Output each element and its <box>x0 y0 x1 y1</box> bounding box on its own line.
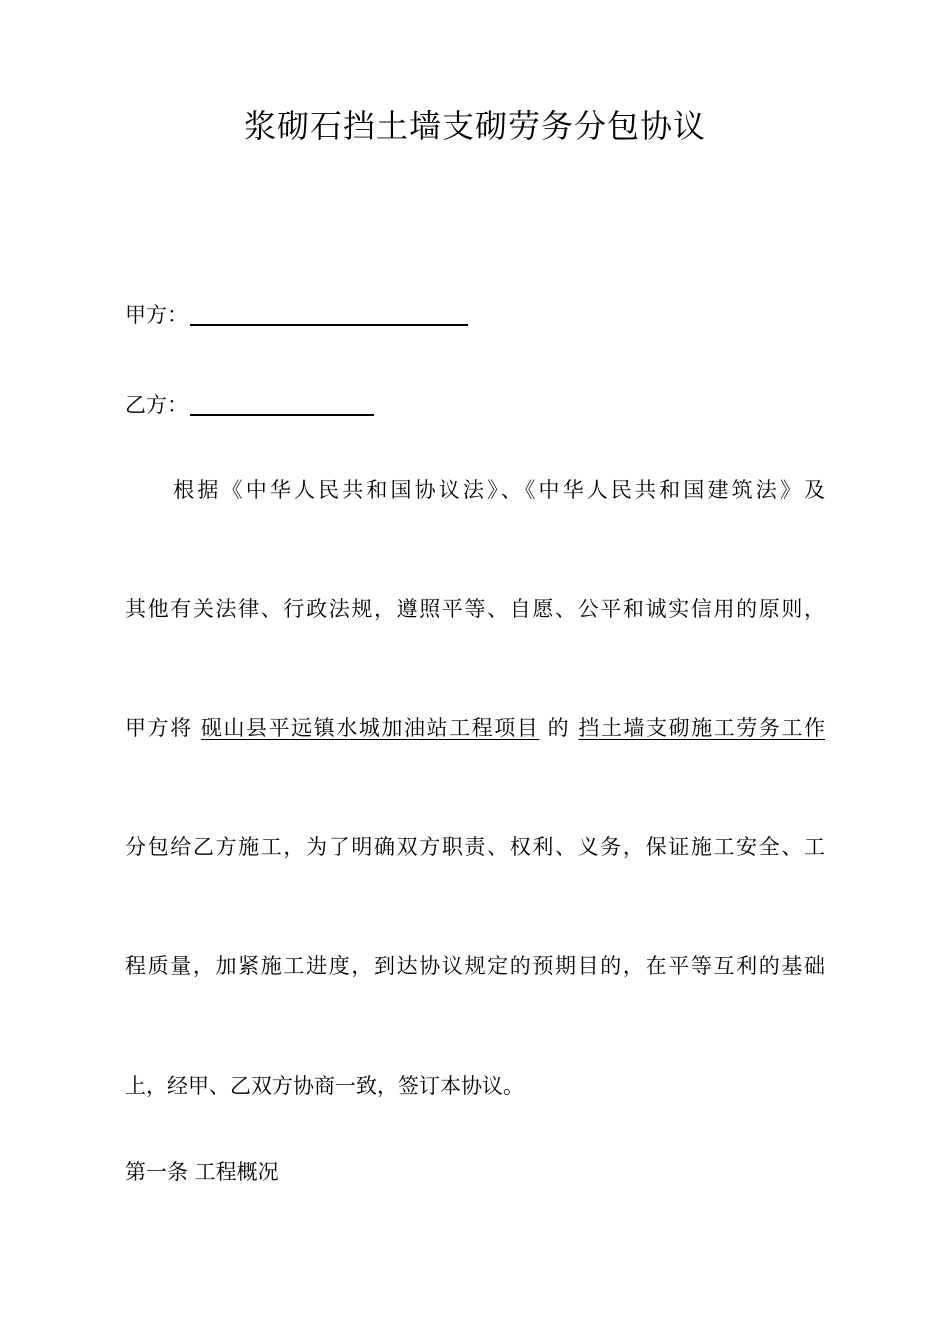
paragraph-line-3 <box>125 713 825 743</box>
document-title: 浆砌石挡土墙支砌劳务分包协议 <box>243 107 706 145</box>
line3-middle: 的 <box>539 716 579 740</box>
paragraph-line-4: 分包给乙方施工，为了明确双方职责、权利、义务，保证施工安全、工 <box>125 835 825 859</box>
party-b-blank <box>190 392 374 416</box>
party-a-blank <box>190 302 468 326</box>
party-a-line <box>125 300 468 330</box>
work-scope: 挡土墙支砌施工劳务工作 <box>578 716 825 740</box>
project-name: 砚山县平远镇水城加油站工程项目 <box>200 716 540 740</box>
line3-prefix: 甲方将 <box>125 716 201 740</box>
paragraph-line-5: 程质量，加紧施工进度，到达协议规定的预期目的，在平等互利的基础 <box>125 954 825 978</box>
paragraph-line-1: 根据《中华人民共和国协议法》、《中华人民共和国建筑法》及 <box>125 478 825 502</box>
party-b-line <box>125 390 374 420</box>
paragraph-line-2: 其他有关法律、行政法规，遵照平等、自愿、公平和诚实信用的原则， <box>125 597 825 621</box>
section-heading-1: 第一条 工程概况 <box>125 1160 279 1184</box>
paragraph-line-6: 上，经甲、乙双方协商一致，签订本协议。 <box>125 1074 524 1098</box>
party-a-label: 甲方： <box>125 303 188 327</box>
party-b-label: 乙方： <box>125 393 188 417</box>
